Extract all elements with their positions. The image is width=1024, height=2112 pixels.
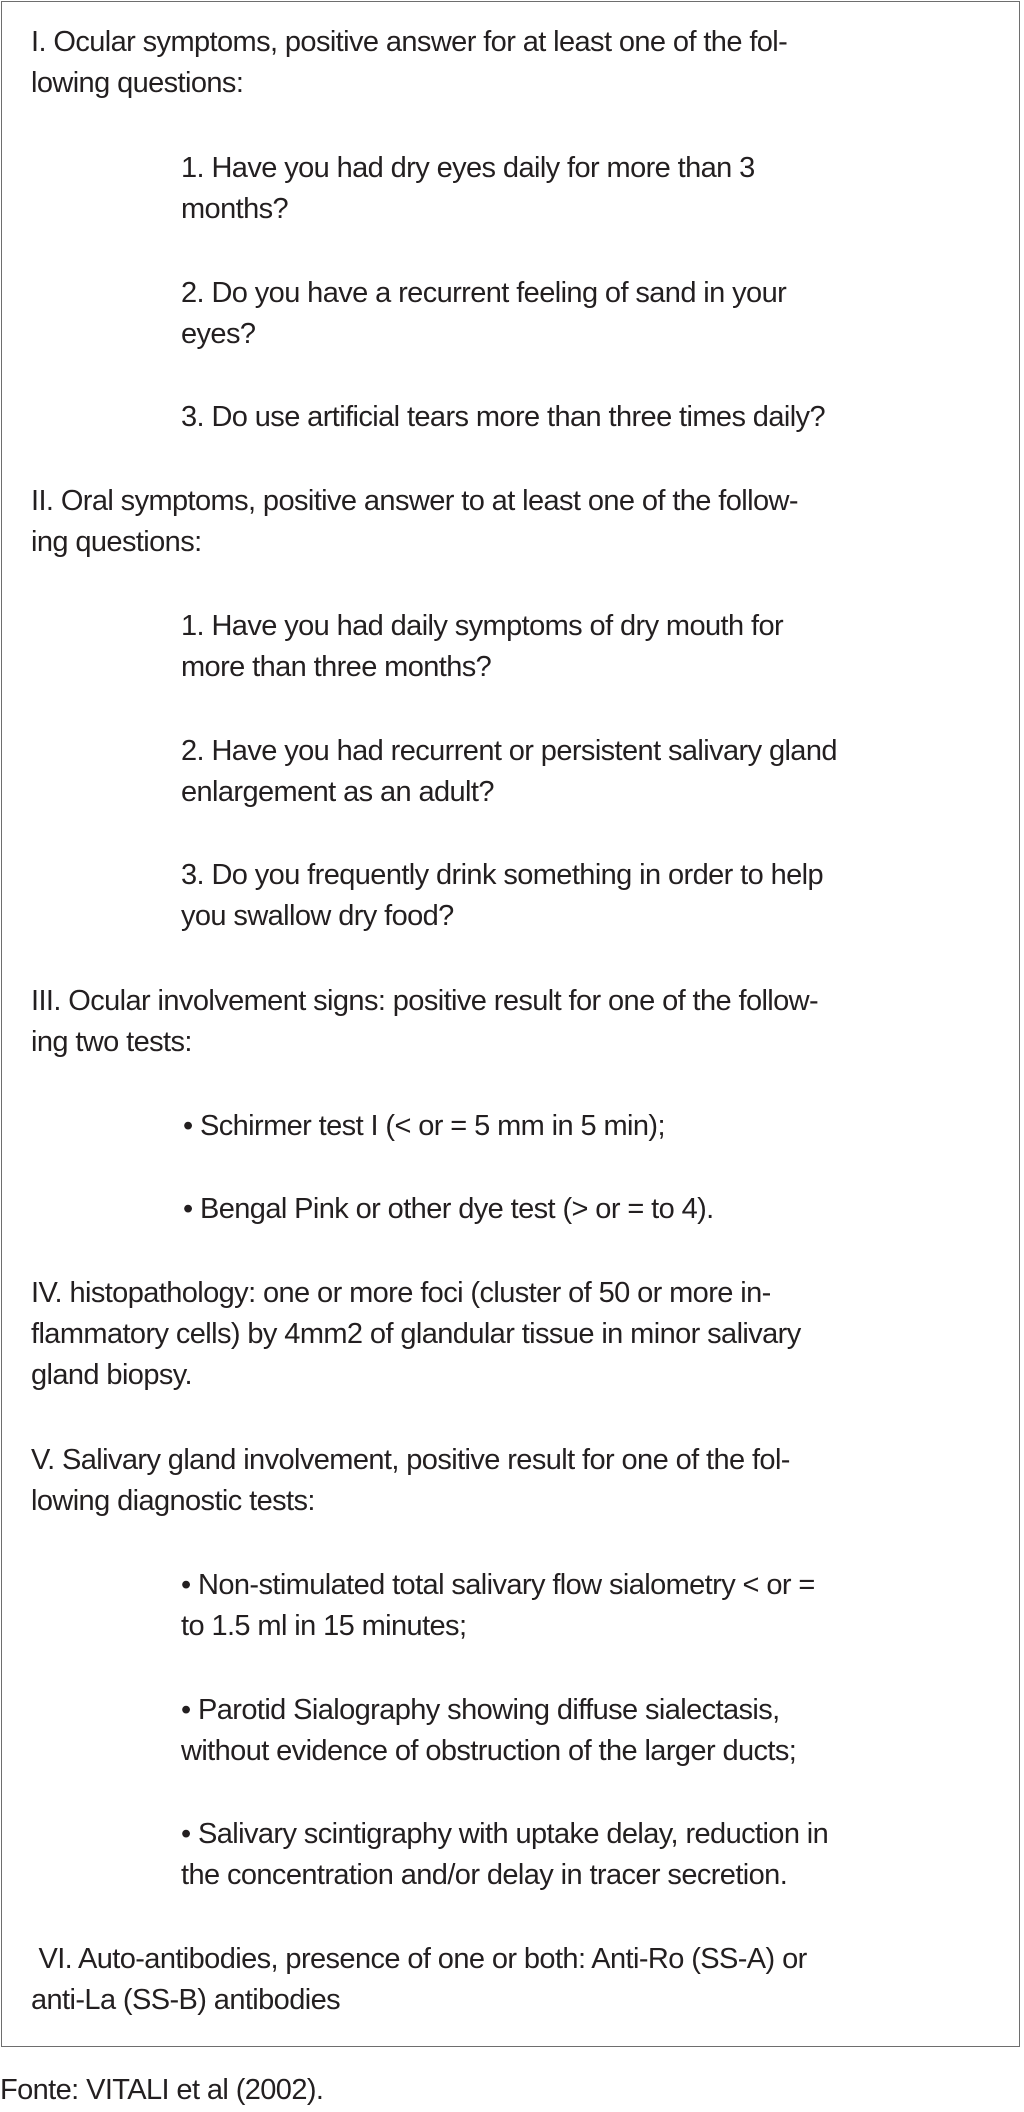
section-1-item-3-line1: 3. Do use artificial tears more than three times daily? [181,401,825,433]
section-6-line1: VI. Auto-antibodies, presence of one or both: Anti-Ro (SS-A) or [31,1943,807,1975]
source-caption: Fonte: VITALI et al (2002). [0,2074,324,2106]
section-3-heading-line1: III. Ocular involvement signs: positive result for one of the follow- [31,985,819,1017]
section-1-heading-line2: lowing questions: [31,67,244,99]
section-1-item-2-line2: eyes? [181,318,256,350]
section-3-bullet-2: • Bengal Pink or other dye test (> or = to 4). [183,1193,714,1225]
section-2-item-1-line2: more than three months? [181,651,492,683]
section-5-bullet-2-line1: • Parotid Sialography showing diffuse sialectasis, [181,1694,780,1726]
section-2-item-3-line2: you swallow dry food? [181,900,454,932]
section-2-item-2-line1: 2. Have you had recurrent or persistent salivary gland [181,735,837,767]
section-2-item-2-line2: enlargement as an adult? [181,776,494,808]
section-3-heading-line2: ing two tests: [31,1026,192,1058]
section-1-item-1-line2: months? [181,193,289,225]
section-1-item-1-line1: 1. Have you had dry eyes daily for more than 3 [181,152,755,184]
section-5-bullet-3-line2: the concentration and/or delay in tracer secretion. [181,1859,788,1891]
section-2-heading-line2: ing questions: [31,526,202,558]
section-5-bullet-3-line1: • Salivary scintigraphy with uptake delay, reduction in [181,1818,829,1850]
section-5-heading-line1: V. Salivary gland involvement, positive result for one of the fol- [31,1444,790,1476]
section-2-item-1-line1: 1. Have you had daily symptoms of dry mouth for [181,610,784,642]
section-1-item-2-line1: 2. Do you have a recurrent feeling of sand in your [181,277,787,309]
section-1-heading-line1: I. Ocular symptoms, positive answer for at least one of the fol- [31,26,788,58]
section-3-bullet-1: • Schirmer test I (< or = 5 mm in 5 min); [183,1110,665,1142]
section-2-item-3-line1: 3. Do you frequently drink something in order to help [181,859,824,891]
section-2-heading-line1: II. Oral symptoms, positive answer to at least one of the follow- [31,485,798,517]
section-5-bullet-1-line1: • Non-stimulated total salivary flow sialometry < or = [181,1569,815,1601]
section-4-line3: gland biopsy. [31,1359,192,1391]
section-5-bullet-1-line2: to 1.5 ml in 15 minutes; [181,1610,467,1642]
section-4-line1: IV. histopathology: one or more foci (cluster of 50 or more in- [31,1277,771,1309]
section-4-line2: flammatory cells) by 4mm2 of glandular tissue in minor salivary [31,1318,801,1350]
section-6-line2: anti-La (SS-B) antibodies [31,1984,340,2016]
section-5-heading-line2: lowing diagnostic tests: [31,1485,315,1517]
section-5-bullet-2-line2: without evidence of obstruction of the larger ducts; [181,1735,797,1767]
